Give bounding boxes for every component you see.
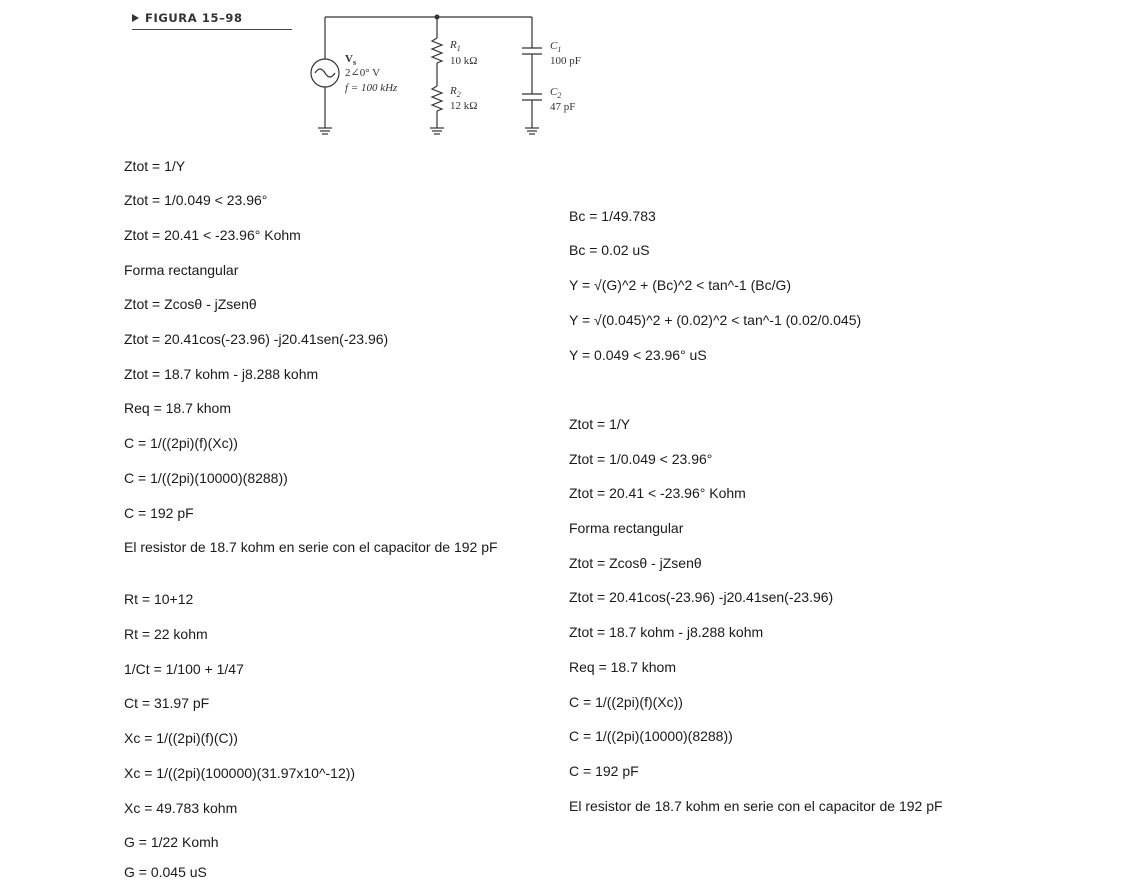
capacitor-c1-icon — [522, 48, 542, 54]
right-line: Bc = 0.02 uS — [569, 242, 650, 258]
source-value: 2∠0° V — [345, 67, 381, 79]
right-line: Req = 18.7 khom — [569, 659, 677, 675]
c2-label: $C_2$ — [550, 86, 562, 100]
right-line: Ztot = 20.41cos(-23.96) -j20.41sen(-23.96) — [569, 589, 834, 605]
left-line: G = 1/22 Komh — [124, 834, 219, 850]
right-line: C = 192 pF — [569, 763, 639, 779]
right-line: Y = √(0.045)^2 + (0.02)^2 < tan^-1 (0.02/0.045) — [569, 312, 862, 328]
left-line: Ztot = 20.41 < -23.96° Kohm — [124, 227, 301, 243]
right-line: Ztot = 1/Y — [569, 416, 631, 432]
left-line: Ztot = 18.7 kohm - j8.288 kohm — [124, 366, 319, 382]
c2-value: 47 pF — [550, 101, 576, 113]
right-line: Forma rectangular — [569, 520, 684, 536]
ground-icon — [318, 128, 332, 134]
left-line: Forma rectangular — [124, 262, 239, 278]
c1-value: 100 pF — [550, 55, 581, 67]
sine-wave-icon — [315, 69, 335, 77]
figure-label: FIGURA 15–98 — [145, 11, 243, 25]
left-line: Ztot = Zcosθ - jZsenθ — [124, 296, 257, 312]
ground-icon — [525, 128, 539, 134]
left-line: G = 0.045 uS — [124, 864, 207, 880]
r1-value: 10 kΩ — [450, 55, 478, 67]
left-line: El resistor de 18.7 kohm en serie con el capacitor de 192 pF — [124, 539, 498, 555]
r2-value: 12 kΩ — [450, 100, 478, 112]
resistor-r1-icon — [432, 38, 442, 63]
right-line: Ztot = 1/0.049 < 23.96° — [569, 451, 713, 467]
left-line: Rt = 22 kohm — [124, 626, 208, 642]
r2-label: $R_2$ — [450, 85, 461, 99]
r1-label: $R_1$ — [450, 39, 461, 53]
left-line: Xc = 49.783 kohm — [124, 800, 238, 816]
right-line: El resistor de 18.7 kohm en serie con el capacitor de 192 pF — [569, 798, 943, 814]
junction-dot — [435, 15, 440, 20]
left-line: Ztot = 1/Y — [124, 158, 186, 174]
circuit-diagram — [300, 8, 600, 142]
right-line: Y = √(G)^2 + (Bc)^2 < tan^-1 (Bc/G) — [569, 277, 792, 293]
left-line: Req = 18.7 khom — [124, 400, 232, 416]
left-line: Ct = 31.97 pF — [124, 695, 210, 711]
right-line: Ztot = Zcosθ - jZsenθ — [569, 555, 702, 571]
right-line: Ztot = 18.7 kohm - j8.288 kohm — [569, 624, 764, 640]
triangle-arrow-icon — [132, 14, 139, 22]
left-line: Ztot = 1/0.049 < 23.96° — [124, 192, 268, 208]
figure-caption — [132, 11, 292, 30]
source-frequency: f = 100 kHz — [345, 82, 398, 94]
right-line: Y = 0.049 < 23.96° uS — [569, 347, 707, 363]
left-line: C = 1/((2pi)(f)(Xc)) — [124, 435, 238, 451]
right-line: C = 1/((2pi)(10000)(8288)) — [569, 728, 733, 744]
left-line: C = 192 pF — [124, 505, 194, 521]
source-symbol: $V_s$ — [345, 53, 357, 67]
right-line: C = 1/((2pi)(f)(Xc)) — [569, 694, 683, 710]
c1-label: $C_1$ — [550, 40, 562, 54]
right-line: Ztot = 20.41 < -23.96° Kohm — [569, 485, 746, 501]
right-line: Bc = 1/49.783 — [569, 208, 656, 224]
left-line: C = 1/((2pi)(10000)(8288)) — [124, 470, 288, 486]
left-line: Xc = 1/((2pi)(100000)(31.97x10^-12)) — [124, 765, 356, 781]
left-line: Rt = 10+12 — [124, 591, 194, 607]
left-line: Xc = 1/((2pi)(f)(C)) — [124, 730, 238, 746]
resistor-r2-icon — [432, 86, 442, 111]
capacitor-c2-icon — [522, 94, 542, 100]
left-line: 1/Ct = 1/100 + 1/47 — [124, 661, 244, 677]
ground-icon — [430, 128, 444, 134]
left-line: Ztot = 20.41cos(-23.96) -j20.41sen(-23.96) — [124, 331, 389, 347]
